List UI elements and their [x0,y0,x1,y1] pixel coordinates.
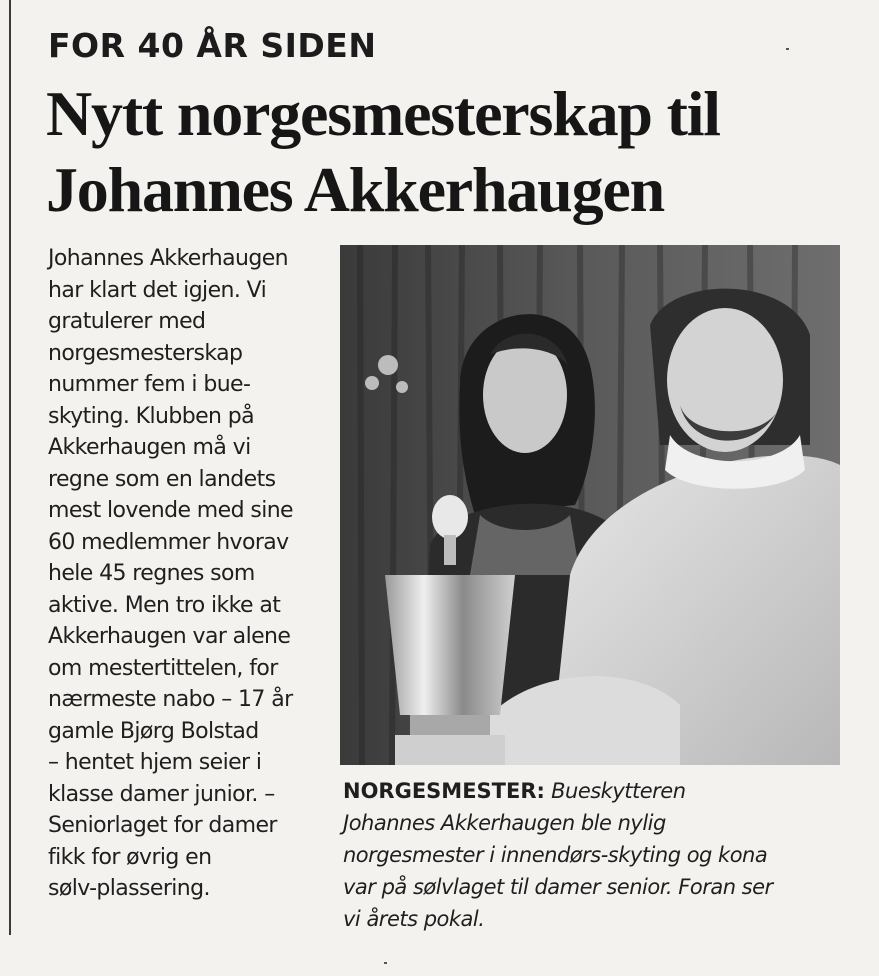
caption-lead: NORGESMESTER: [343,779,545,803]
body-line: norgesmesterskap [48,340,243,366]
caption-line: Johannes Akkerhaugen ble nylig [343,811,666,835]
body-line: mest lovende med sine [48,498,293,523]
caption-line: var på sølvlaget til damer senior. Foran ser [343,875,773,899]
body-line: aktive. Men tro ikke at [48,592,281,618]
article-body [48,243,338,905]
caption-line: norgesmester i innendørs-skyting og kona [343,843,768,867]
news-photo [340,245,840,765]
body-line: – hentet hjem seier i [48,750,262,775]
body-line: har klart det igjen. Vi [48,277,267,303]
body-line: Seniorlaget for damer [48,813,277,838]
body-line: nærmeste nabo – 17 år [48,687,293,712]
body-line: klasse damer junior. – [48,781,275,807]
headline-line: Johannes Akkerhaugen [46,154,664,225]
body-line: gratulerer med [48,309,206,334]
body-line: Johannes Akkerhaugen [48,246,289,271]
body-line: om mestertittelen, for [48,655,278,681]
caption-first-line [343,775,853,807]
print-speck [786,48,789,50]
photo-caption [343,775,853,935]
body-line: Akkerhaugen var alene [48,624,291,649]
caption-line: vi årets pokal. [343,907,485,931]
body-line: gamle Bjørg Bolstad [48,718,259,744]
body-line: 60 medlemmer hvorav [48,529,289,555]
headline-line: Nytt norgesmesterskap til [46,78,720,149]
headline [46,76,866,228]
body-line: hele 45 regnes som [48,561,255,586]
body-line: nummer fem i bue- [48,372,251,397]
column-rule [9,0,11,935]
print-speck [384,962,387,964]
body-line: regne som en landets [48,466,276,492]
body-line: fikk for øvrig en [48,844,212,870]
kicker: FOR 40 ÅR SIDEN [48,26,377,65]
caption-first-line-text: Bueskytteren [544,779,686,803]
body-line: sølv-plassering. [48,876,210,901]
body-line: skyting. Klubben på [48,403,255,429]
body-line: Akkerhaugen må vi [48,435,251,460]
